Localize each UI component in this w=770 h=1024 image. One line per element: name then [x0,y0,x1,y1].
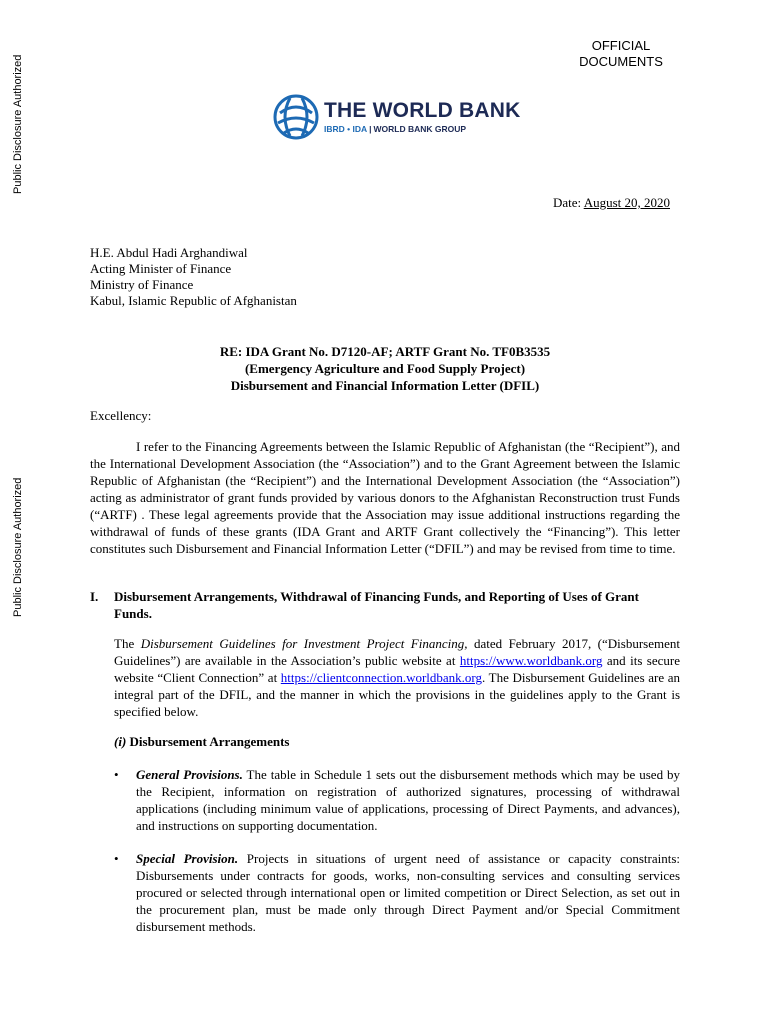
bullet-text [136,766,680,834]
address-line: H.E. Abdul Hadi Arghandiwal [90,245,248,260]
p2-text1: The [114,636,141,651]
address-line: Ministry of Finance [90,277,194,292]
bullet-dot-icon: • [114,767,119,782]
p2-text4: . The Disbursement Guidelines are an integral part of the DFIL, and the manner in which the provisions in the guidelines apply to the Grant is specified below. [114,670,680,719]
side-label-top: Public Disclosure Authorized [12,54,24,194]
bullet-lead: Special Provision. [136,851,239,866]
bullet-body: Projects in situations of urgent need of assistance or capacity constraints: Disbursements under contracts for goods, works, non-consulting services and consulting services procured or selected through international open or limited competition or Direct Selection, as set out in the procurement plan, must be made only through Direct Payment and/or Special Commitment disbursement methods. [136,851,680,934]
salutation: Excellency: [90,408,152,423]
subject-line1: RE: IDA Grant No. D7120-AF; ARTF Grant No. TF0B3535 [219,344,551,359]
official-line2: DOCUMENTS [579,54,663,69]
logo-subtitle [324,123,520,135]
section-title: Disbursement Arrangements, Withdrawal of Financing Funds, and Reporting of Uses of Grant Funds. [114,589,639,621]
side-label-middle: Public Disclosure Authorized [12,477,24,617]
logo-ibrd-ida: IBRD • IDA [324,124,368,134]
p2-italic-title: Disbursement Guidelines for Investment Project Financing, [140,636,468,651]
p2-text2: dated February 2017, (“Disbursement Guidelines”) are available in the Association’s public website at [114,636,680,668]
logo-title: THE WORLD BANK [324,99,521,122]
official-line1: OFFICIAL [591,38,651,53]
date-value: August 20, 2020 [583,195,670,210]
subject-line2: (Emergency Agriculture and Food Supply Project) [244,361,526,376]
globe-icon [272,93,320,141]
logo-separator: | [369,124,372,134]
letter-date [553,195,670,211]
date-label: Date: [553,195,584,210]
subject-line3: Disbursement and Financial Information Letter (DFIL) [230,378,540,393]
world-bank-logo [272,92,520,142]
client-connection-link[interactable]: https://clientconnection.worldbank.org [280,670,483,685]
bullet-lead: General Provisions. [136,767,243,782]
p2-text3: and its secure website “Client Connection” at [114,653,680,685]
official-documents-stamp [566,38,676,70]
bullet-dot-icon: • [114,851,119,866]
subject-block [90,343,680,394]
subheading-number: (i) [114,734,127,749]
section-number: I. [90,589,99,604]
subheading-text: Disbursement Arrangements [126,734,290,749]
worldbank-link[interactable]: https://www.worldbank.org [459,653,603,668]
logo-text [324,99,520,135]
address-line: Acting Minister of Finance [90,261,232,276]
bullet-special-provision [114,850,680,935]
recipient-address [90,245,297,309]
bullet-body: The table in Schedule 1 sets out the disbursement methods which may be used by the Recipient, information on registration of authorized signatures, processing of withdrawal applications (including minimum value of applications, processing of Direct Payments, and advances), and instructions on supporting documentation. [136,767,681,833]
bullet-text [136,850,680,935]
address-line: Kabul, Islamic Republic of Afghanistan [90,293,297,308]
subheading-disbursement-arrangements [114,734,290,750]
bullet-general-provisions [114,766,680,834]
logo-group: WORLD BANK GROUP [373,124,467,134]
guidelines-paragraph [114,635,680,720]
intro-paragraph: I refer to the Financing Agreements between the Islamic Republic of Afghanistan (the “Recipient”), and the International Development Association (the “Association”) and to the Grant Agreement between the Islamic Republic of Afghanistan (the “Recipient”) and the International Development Association (the “Association”) acting as administrator of grant funds provided by various donors to the Afghanistan Reconstruction trust Funds (“ARTF) . These legal agreements provide that the Association may issue additional instructions regarding the withdrawal of funds of these grants (IDA Grant and ARTF Grant collectively the “Financing”). This letter constitutes such Disbursement and Financial Information Letter (“DFIL”) and may be revised from time to time. [90,439,680,556]
